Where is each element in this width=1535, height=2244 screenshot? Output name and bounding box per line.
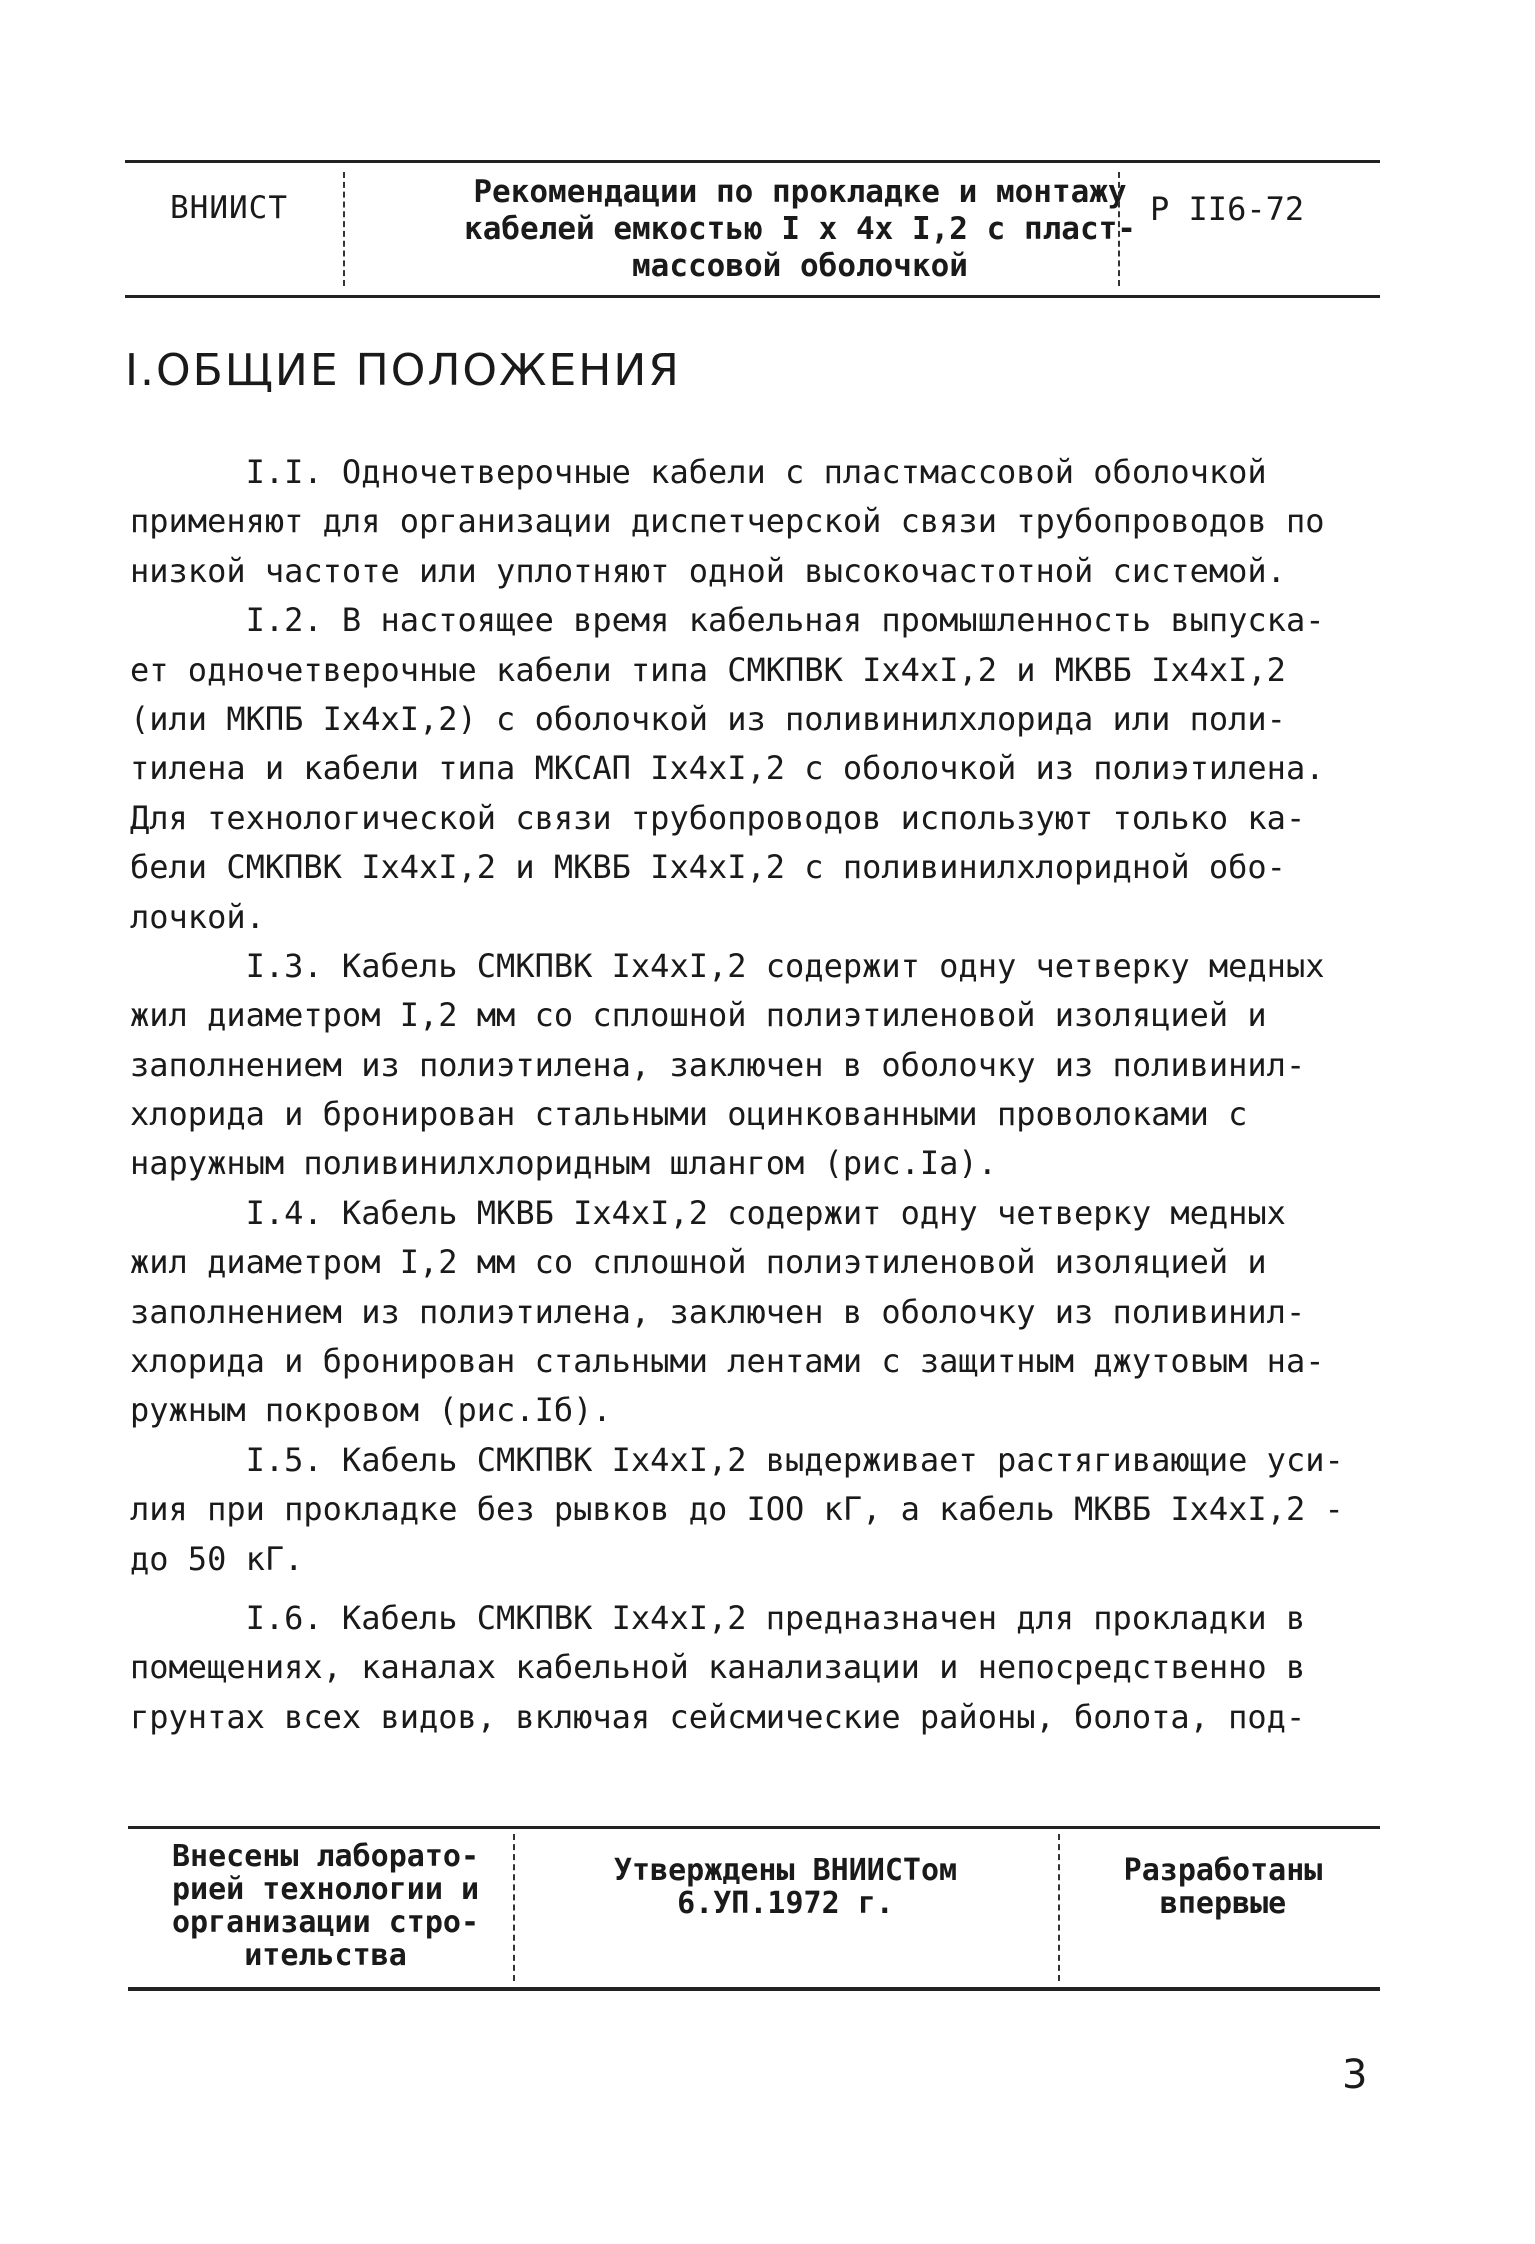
text-line: лия при прокладке без рывков до IОО кГ, а кабель МКВБ Iх4хI,2 - [130,1490,1344,1529]
text-line: бели СМКПВК Iх4хI,2 и МКВБ Iх4хI,2 с поливинилхлоридной обо- [130,848,1286,887]
text-line: ет одночетверочные кабели типа СМКПВК Iх4хI,2 и МКВБ Iх4хI,2 [130,650,1286,689]
text-line: Для технологической связи трубопроводов используют только ка- [130,798,1306,837]
footer-divider [513,1834,515,1981]
document-footer [128,1826,1380,1991]
text-line: хлорида и бронирован стальными лентами с защитным джутовым на- [130,1342,1325,1381]
text-line: ружным покровом (рис.Iб). [130,1391,612,1430]
footer-approved-by: Утверждены ВНИИСТом 6.УП.1972 г. [613,1853,958,1921]
document-title: Рекомендации по прокладке и монтажу кабелей емкостью I х 4х I,2 с пласт- массовой оболочкой [464,174,1136,284]
text-line: лочкой. [130,897,265,936]
header-bottom-rule [125,295,1380,298]
footer-developed: Разработаны впервые [1123,1853,1323,1921]
organization-name: ВНИИСТ [170,190,288,226]
footer-introduced-by: Внесены лаборато- рией технологии и организации стро- ительства [171,1839,480,1973]
text-line: жил диаметром I,2 мм со сплошной полиэтиленовой изоляцией и [130,1243,1267,1282]
body-text [130,448,1390,1742]
text-line: I.2. В настоящее время кабельная промышленность выпуска- [130,601,1325,640]
footer-divider [1058,1834,1060,1981]
text-line: заполнением из полиэтилена, заключен в оболочку из поливинил- [130,1292,1306,1331]
section-heading: I.ОБЩИЕ ПОЛОЖЕНИЯ [125,345,681,396]
footer-top-rule [128,1826,1380,1829]
text-line: I.6. Кабель СМКПВК Iх4хI,2 предназначен для прокладки в [130,1598,1306,1637]
text-line: заполнением из полиэтилена, заключен в оболочку из поливинил- [130,1045,1306,1084]
footer-bottom-rule [128,1987,1380,1991]
header-top-rule [125,160,1380,163]
text-line: применяют для организации диспетчерской связи трубопроводов по [130,502,1325,541]
text-line: грунтах всех видов, включая сейсмические районы, болота, под- [130,1697,1306,1736]
text-line: I.I. Одночетверочные кабели с пластмассовой оболочкой [130,453,1267,491]
header-divider [1118,172,1120,286]
text-line: наружным поливинилхлоридным шлангом (рис.Iа). [130,1144,997,1183]
text-line: хлорида и бронирован стальными оцинкованными проволоками с [130,1095,1248,1134]
text-line: I.3. Кабель СМКПВК Iх4хI,2 содержит одну четверку медных [130,946,1325,985]
text-line: I.5. Кабель СМКПВК Iх4хI,2 выдерживает растягивающие уси- [130,1440,1344,1479]
text-line: помещениях, каналах кабельной канализации и непосредственно в [130,1648,1306,1687]
text-line: жил диаметром I,2 мм со сплошной полиэтиленовой изоляцией и [130,996,1267,1035]
header-divider [343,172,345,286]
document-header [125,160,1380,298]
page-number: 3 [1342,2052,1368,2098]
text-line: (или МКПБ Iх4хI,2) с оболочкой из поливинилхлорида или поли- [130,699,1286,738]
text-line: I.4. Кабель МКВБ Iх4хI,2 содержит одну четверку медных [130,1193,1286,1232]
text-line: тилена и кабели типа МКСАП Iх4хI,2 с оболочкой из полиэтилена. [130,749,1325,788]
text-line: до 50 кГ. [130,1539,304,1578]
text-line: низкой частоте или уплотняют одной высокочастотной системой. [130,551,1286,590]
document-code: Р II6-72 [1150,190,1305,228]
